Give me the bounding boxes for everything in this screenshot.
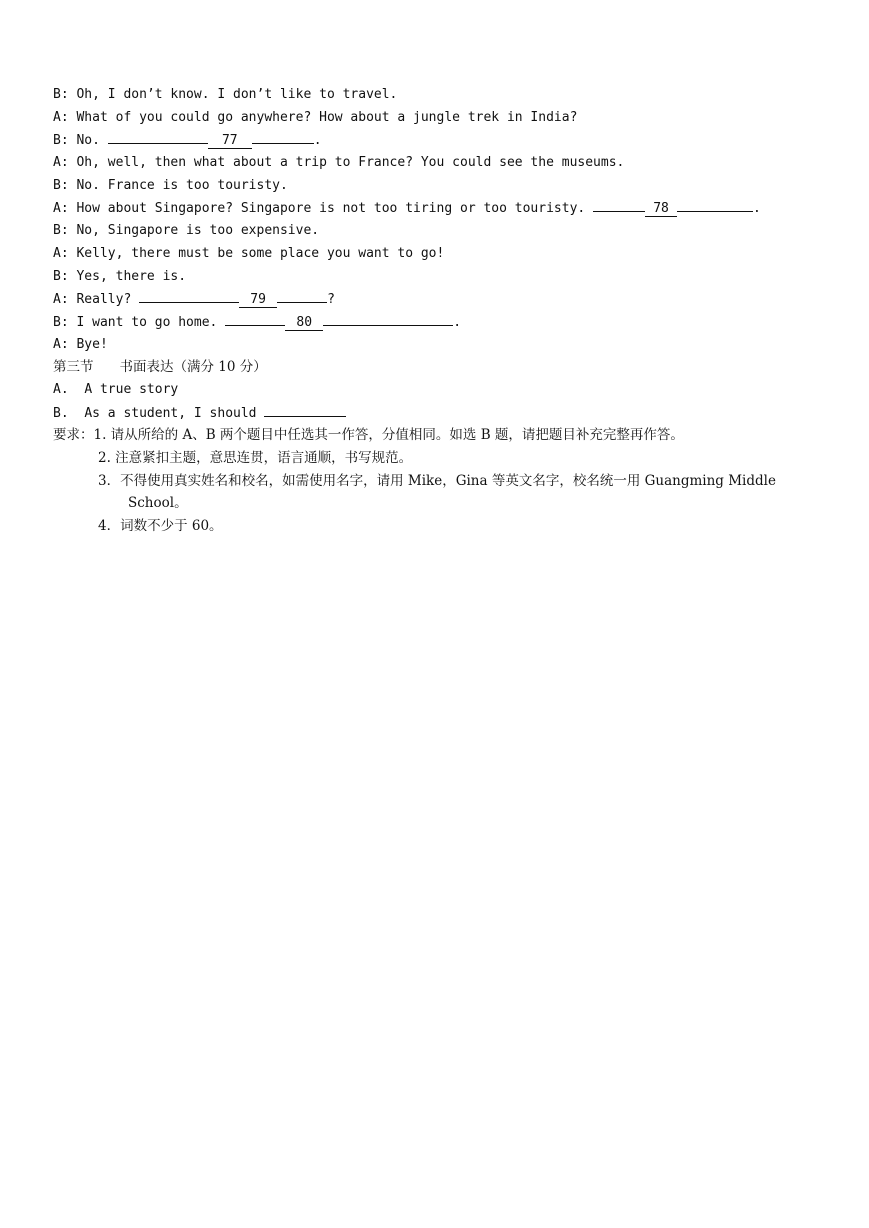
dialogue-line [53, 243, 833, 266]
speaker: A: [53, 336, 69, 352]
answer-blank [252, 129, 314, 144]
speaker: A: [53, 292, 69, 308]
answer-blank [139, 288, 239, 303]
speaker: A: [53, 155, 69, 171]
requirement-item [53, 470, 833, 493]
requirement-text: 3．不得使用真实姓名和校名，如需使用名字，请用 Mike，Gina 等英文名字，校名统一用 Guangming Middle [98, 472, 776, 489]
dialogue-line [53, 334, 833, 357]
answer-blank [277, 288, 327, 303]
topic-b [53, 402, 833, 425]
requirement-item [53, 447, 833, 470]
dialogue-suffix: . [453, 314, 462, 330]
topic-letter: B. [53, 405, 69, 421]
requirement-item [53, 424, 833, 447]
dialogue-text: Bye! [76, 336, 108, 352]
requirement-item-continued [53, 492, 833, 515]
dialogue-text: Kelly, there must be some place you want to go! [76, 245, 445, 261]
speaker: B: [53, 133, 69, 149]
topic-text: A true story [84, 381, 179, 397]
speaker: B: [53, 177, 69, 193]
dialogue-text: No, Singapore is too expensive. [76, 223, 320, 239]
requirement-text: 1. 请从所给的 A、B 两个题目中任选其一作答，分值相同。如选 B 题，请把题目补充完整再作答。 [93, 427, 684, 444]
dialogue-line [53, 152, 833, 175]
dialogue-suffix: . [753, 201, 761, 217]
answer-blank [225, 311, 285, 326]
worksheet-page [53, 84, 833, 538]
dialogue-line [53, 84, 833, 107]
requirement-text: School。 [128, 495, 188, 512]
dialogue-line [53, 311, 833, 334]
blank-number: 80 [285, 316, 323, 331]
dialogue-prefix: No. [76, 133, 100, 149]
dialogue-prefix: How about Singapore? Singapore is not too tiring or too touristy. [76, 201, 586, 217]
section-label: 第三节 [53, 359, 94, 376]
dialogue-prefix: Really? [76, 292, 132, 308]
answer-blank [108, 129, 208, 144]
topic-blank [264, 402, 346, 417]
requirement-text: 2. 注意紧扣主题，意思连贯，语言通顺，书写规范。 [98, 450, 413, 466]
dialogue-text: What of you could go anywhere? How about a jungle trek in India? [76, 109, 578, 125]
speaker: B: [53, 314, 69, 330]
blank-number: 79 [239, 293, 277, 308]
answer-blank [323, 311, 453, 326]
dialogue-prefix: I want to go home. [76, 314, 218, 330]
answer-blank [593, 197, 645, 212]
topic-letter: A. [53, 381, 69, 397]
speaker: A: [53, 109, 69, 125]
dialogue-suffix: . [313, 133, 322, 149]
dialogue-line [53, 220, 833, 243]
topic-a [53, 379, 833, 402]
dialogue-text: Yes, there is. [76, 268, 187, 284]
dialogue-line [53, 129, 833, 152]
speaker: B: [53, 268, 69, 284]
speaker: B: [53, 223, 69, 239]
speaker: A: [53, 245, 69, 261]
blank-number: 78 [645, 202, 677, 217]
dialogue-suffix: ? [327, 292, 335, 308]
dialogue-text: No. France is too touristy. [76, 177, 288, 193]
requirements-label: 要求： [53, 427, 94, 444]
speaker: A: [53, 201, 69, 217]
dialogue-text: Oh, well, then what about a trip to France? You could see the museums. [76, 155, 625, 171]
dialogue-line [53, 107, 833, 130]
dialogue-text: Oh, I don’t know. I don’t like to travel. [76, 87, 398, 102]
requirement-text: 4．词数不少于 60。 [98, 518, 223, 535]
blank-number: 77 [208, 134, 252, 149]
section-heading [53, 356, 833, 379]
section-title: 书面表达（满分 10 分） [119, 359, 267, 376]
dialogue-line [53, 197, 833, 220]
dialogue-line [53, 288, 833, 311]
requirement-item [53, 515, 833, 538]
dialogue-line [53, 266, 833, 289]
speaker: B: [53, 87, 69, 102]
topic-text: As a student, I should [84, 405, 257, 421]
answer-blank [677, 197, 753, 212]
dialogue-line [53, 175, 833, 198]
